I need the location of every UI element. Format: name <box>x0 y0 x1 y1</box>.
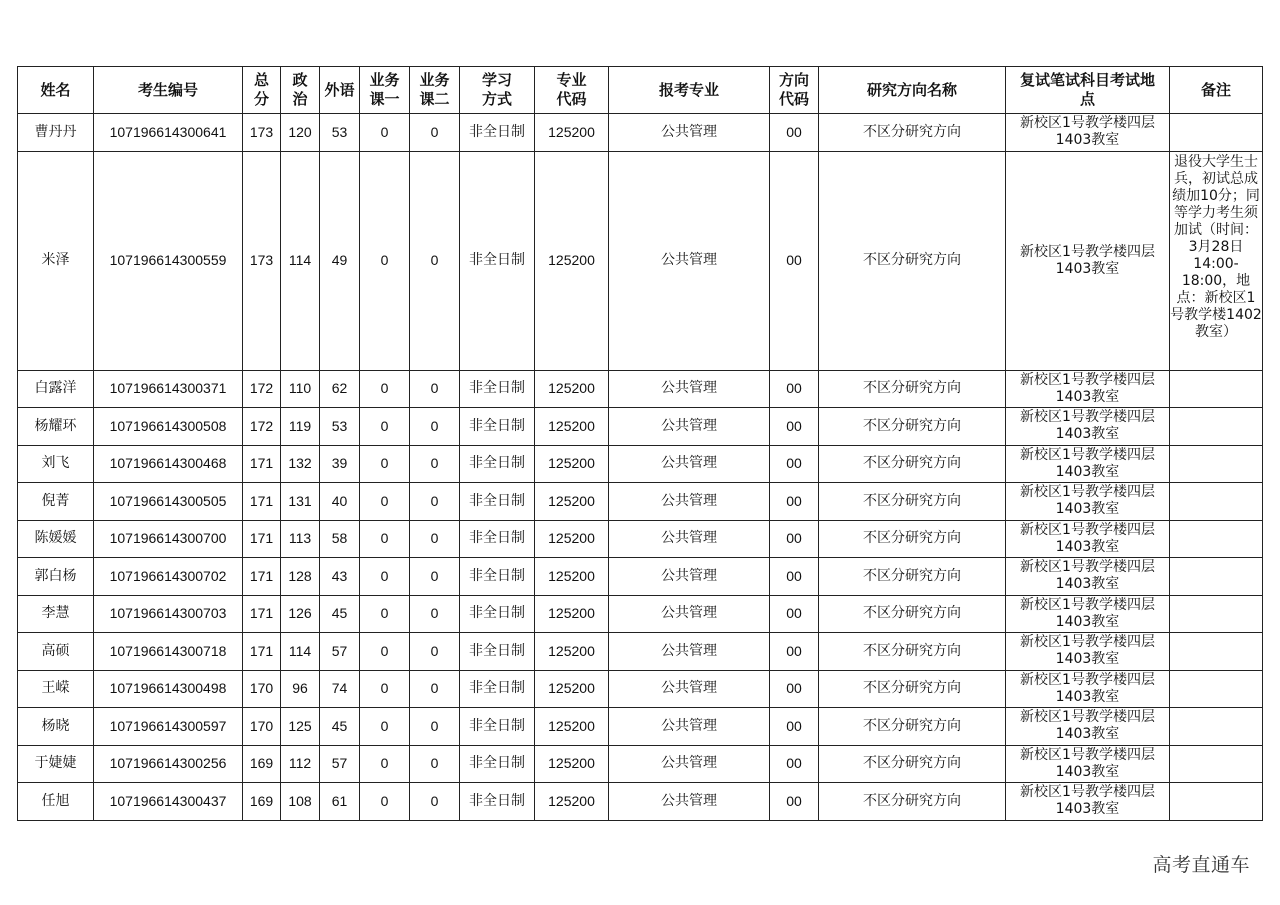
cell-major: 公共管理 <box>609 408 770 446</box>
cell-politics: 113 <box>281 520 320 558</box>
cell-course2: 0 <box>410 783 460 821</box>
cell-total: 171 <box>243 520 281 558</box>
cell-name: 王嵘 <box>18 670 94 708</box>
cell-politics: 114 <box>281 151 320 370</box>
cell-course2: 0 <box>410 370 460 408</box>
cell-study-mode: 非全日制 <box>460 151 535 370</box>
cell-direction: 不区分研究方向 <box>819 633 1006 671</box>
cell-course1: 0 <box>360 151 410 370</box>
cell-language: 74 <box>320 670 360 708</box>
cell-exam-location <box>1006 151 1170 370</box>
cell-id: 107196614300559 <box>94 151 243 370</box>
cell-study-mode: 非全日制 <box>460 408 535 446</box>
location-line: 1403教室 <box>1055 260 1120 277</box>
note-text <box>1170 538 1262 540</box>
cell-major-code: 125200 <box>535 483 609 521</box>
location-line: 1403教室 <box>1055 426 1120 443</box>
cell-study-mode: 非全日制 <box>460 783 535 821</box>
cell-note <box>1170 595 1263 633</box>
note-text <box>1170 763 1262 765</box>
cell-direction-code: 00 <box>770 745 819 783</box>
table-row <box>18 670 1263 708</box>
note-text <box>1170 500 1262 502</box>
cell-major-code: 125200 <box>535 114 609 152</box>
cell-major-code: 125200 <box>535 595 609 633</box>
note-text <box>1170 725 1262 727</box>
header-course2: 业务 课二 <box>410 67 460 114</box>
cell-course1: 0 <box>360 558 410 596</box>
cell-exam-location <box>1006 483 1170 521</box>
cell-direction-code: 00 <box>770 445 819 483</box>
location-line: 1403教室 <box>1055 501 1120 518</box>
note-text <box>1170 425 1262 427</box>
cell-direction-code: 00 <box>770 633 819 671</box>
watermark: 高考直通车 <box>1152 854 1250 876</box>
header-id: 考生编号 <box>94 67 243 114</box>
cell-name: 杨耀环 <box>18 408 94 446</box>
cell-politics: 128 <box>281 558 320 596</box>
cell-politics: 112 <box>281 745 320 783</box>
cell-note <box>1170 633 1263 671</box>
cell-course1: 0 <box>360 483 410 521</box>
header-study-mode: 学习 方式 <box>460 67 535 114</box>
admission-list-table <box>17 66 1263 821</box>
cell-exam-location <box>1006 708 1170 746</box>
cell-exam-location <box>1006 745 1170 783</box>
note-text: 退役大学生士兵，初试总成绩加10分；同等学力考生须加试（时间：3月28日14:00-18:00，地点：新校区1号教学楼1402教室） <box>1170 153 1262 340</box>
note-text <box>1170 388 1262 390</box>
table-row <box>18 151 1263 370</box>
cell-course1: 0 <box>360 114 410 152</box>
cell-total: 171 <box>243 558 281 596</box>
cell-language: 57 <box>320 633 360 671</box>
cell-language: 61 <box>320 783 360 821</box>
note-text <box>1170 575 1262 577</box>
cell-course1: 0 <box>360 370 410 408</box>
cell-id: 107196614300437 <box>94 783 243 821</box>
cell-course1: 0 <box>360 595 410 633</box>
cell-major-code: 125200 <box>535 408 609 446</box>
cell-name: 刘飞 <box>18 445 94 483</box>
cell-major-code: 125200 <box>535 708 609 746</box>
cell-id: 107196614300597 <box>94 708 243 746</box>
cell-exam-location <box>1006 595 1170 633</box>
location-line: 新校区1号教学楼四层 <box>1020 746 1155 763</box>
cell-note <box>1170 151 1263 370</box>
header-direction-code: 方向 代码 <box>770 67 819 114</box>
cell-name: 于婕婕 <box>18 745 94 783</box>
cell-name: 高硕 <box>18 633 94 671</box>
table-row <box>18 708 1263 746</box>
header-exam-location: 复试笔试科目考试地 点 <box>1006 67 1170 114</box>
cell-note <box>1170 670 1263 708</box>
cell-id: 107196614300703 <box>94 595 243 633</box>
cell-total: 171 <box>243 595 281 633</box>
cell-study-mode: 非全日制 <box>460 445 535 483</box>
location-line: 1403教室 <box>1055 763 1120 780</box>
location-line: 新校区1号教学楼四层 <box>1020 784 1155 801</box>
cell-direction-code: 00 <box>770 483 819 521</box>
cell-id: 107196614300468 <box>94 445 243 483</box>
cell-politics: 125 <box>281 708 320 746</box>
cell-course2: 0 <box>410 408 460 446</box>
location-line: 新校区1号教学楼四层 <box>1020 521 1155 538</box>
cell-name: 曹丹丹 <box>18 114 94 152</box>
cell-note <box>1170 558 1263 596</box>
cell-major-code: 125200 <box>535 558 609 596</box>
table-row <box>18 520 1263 558</box>
header-major-code: 专业 代码 <box>535 67 609 114</box>
table-row <box>18 783 1263 821</box>
cell-course1: 0 <box>360 408 410 446</box>
cell-id: 107196614300700 <box>94 520 243 558</box>
cell-language: 39 <box>320 445 360 483</box>
note-text <box>1170 688 1262 690</box>
cell-total: 171 <box>243 445 281 483</box>
cell-direction-code: 00 <box>770 558 819 596</box>
cell-course1: 0 <box>360 520 410 558</box>
cell-course2: 0 <box>410 670 460 708</box>
location-line: 1403教室 <box>1055 726 1120 743</box>
cell-course1: 0 <box>360 783 410 821</box>
location-line: 新校区1号教学楼四层 <box>1020 115 1155 132</box>
cell-politics: 96 <box>281 670 320 708</box>
cell-direction: 不区分研究方向 <box>819 370 1006 408</box>
location-line: 1403教室 <box>1055 463 1120 480</box>
location-line: 1403教室 <box>1055 538 1120 555</box>
table-row <box>18 370 1263 408</box>
cell-study-mode: 非全日制 <box>460 114 535 152</box>
cell-major: 公共管理 <box>609 595 770 633</box>
cell-exam-location <box>1006 114 1170 152</box>
cell-major-code: 125200 <box>535 520 609 558</box>
cell-study-mode: 非全日制 <box>460 633 535 671</box>
location-line: 新校区1号教学楼四层 <box>1020 484 1155 501</box>
cell-exam-location <box>1006 408 1170 446</box>
table-row <box>18 445 1263 483</box>
cell-course2: 0 <box>410 558 460 596</box>
location-line: 新校区1号教学楼四层 <box>1020 409 1155 426</box>
note-text <box>1170 131 1262 133</box>
cell-course2: 0 <box>410 633 460 671</box>
table-row <box>18 483 1263 521</box>
note-text <box>1170 800 1262 802</box>
cell-politics: 110 <box>281 370 320 408</box>
cell-direction: 不区分研究方向 <box>819 483 1006 521</box>
cell-note <box>1170 114 1263 152</box>
location-line: 新校区1号教学楼四层 <box>1020 634 1155 651</box>
location-line: 1403教室 <box>1055 613 1120 630</box>
cell-course2: 0 <box>410 445 460 483</box>
cell-note <box>1170 370 1263 408</box>
cell-language: 45 <box>320 595 360 633</box>
cell-language: 62 <box>320 370 360 408</box>
cell-exam-location <box>1006 370 1170 408</box>
cell-major: 公共管理 <box>609 370 770 408</box>
cell-direction-code: 00 <box>770 670 819 708</box>
cell-direction-code: 00 <box>770 783 819 821</box>
cell-direction: 不区分研究方向 <box>819 595 1006 633</box>
cell-direction-code: 00 <box>770 151 819 370</box>
cell-total: 169 <box>243 783 281 821</box>
cell-id: 107196614300505 <box>94 483 243 521</box>
cell-total: 173 <box>243 151 281 370</box>
cell-exam-location <box>1006 445 1170 483</box>
cell-major: 公共管理 <box>609 114 770 152</box>
cell-total: 170 <box>243 708 281 746</box>
table-row <box>18 633 1263 671</box>
cell-major-code: 125200 <box>535 670 609 708</box>
cell-id: 107196614300371 <box>94 370 243 408</box>
header-politics: 政 治 <box>281 67 320 114</box>
cell-language: 53 <box>320 114 360 152</box>
note-text <box>1170 650 1262 652</box>
cell-total: 171 <box>243 633 281 671</box>
cell-id: 107196614300718 <box>94 633 243 671</box>
cell-politics: 119 <box>281 408 320 446</box>
cell-direction-code: 00 <box>770 595 819 633</box>
cell-language: 45 <box>320 708 360 746</box>
cell-direction: 不区分研究方向 <box>819 445 1006 483</box>
cell-language: 43 <box>320 558 360 596</box>
location-line: 1403教室 <box>1055 388 1120 405</box>
header-course1: 业务 课一 <box>360 67 410 114</box>
cell-course1: 0 <box>360 670 410 708</box>
location-line: 新校区1号教学楼四层 <box>1020 446 1155 463</box>
cell-study-mode: 非全日制 <box>460 520 535 558</box>
cell-course2: 0 <box>410 520 460 558</box>
cell-major: 公共管理 <box>609 151 770 370</box>
location-line: 1403教室 <box>1055 132 1120 149</box>
location-line: 新校区1号教学楼四层 <box>1020 559 1155 576</box>
cell-id: 107196614300641 <box>94 114 243 152</box>
table-row <box>18 114 1263 152</box>
cell-major-code: 125200 <box>535 783 609 821</box>
cell-total: 173 <box>243 114 281 152</box>
cell-major: 公共管理 <box>609 670 770 708</box>
cell-language: 58 <box>320 520 360 558</box>
cell-major: 公共管理 <box>609 483 770 521</box>
table-row <box>18 595 1263 633</box>
location-line: 1403教室 <box>1055 688 1120 705</box>
cell-name: 米泽 <box>18 151 94 370</box>
cell-politics: 108 <box>281 783 320 821</box>
cell-name: 李慧 <box>18 595 94 633</box>
cell-direction: 不区分研究方向 <box>819 783 1006 821</box>
cell-course2: 0 <box>410 483 460 521</box>
header-note: 备注 <box>1170 67 1263 114</box>
cell-total: 172 <box>243 408 281 446</box>
cell-note <box>1170 745 1263 783</box>
table-row <box>18 745 1263 783</box>
cell-id: 107196614300508 <box>94 408 243 446</box>
cell-major: 公共管理 <box>609 558 770 596</box>
cell-name: 陈媛媛 <box>18 520 94 558</box>
cell-course2: 0 <box>410 708 460 746</box>
location-line: 1403教室 <box>1055 651 1120 668</box>
location-line: 1403教室 <box>1055 576 1120 593</box>
cell-exam-location <box>1006 558 1170 596</box>
cell-politics: 120 <box>281 114 320 152</box>
location-line: 新校区1号教学楼四层 <box>1020 243 1155 260</box>
cell-major-code: 125200 <box>535 745 609 783</box>
cell-course2: 0 <box>410 595 460 633</box>
cell-name: 杨晓 <box>18 708 94 746</box>
cell-exam-location <box>1006 670 1170 708</box>
header-row <box>18 67 1263 114</box>
cell-direction-code: 00 <box>770 708 819 746</box>
cell-id: 107196614300256 <box>94 745 243 783</box>
cell-major: 公共管理 <box>609 633 770 671</box>
cell-study-mode: 非全日制 <box>460 558 535 596</box>
location-line: 新校区1号教学楼四层 <box>1020 371 1155 388</box>
cell-study-mode: 非全日制 <box>460 483 535 521</box>
cell-name: 任旭 <box>18 783 94 821</box>
location-line: 新校区1号教学楼四层 <box>1020 596 1155 613</box>
header-total: 总 分 <box>243 67 281 114</box>
cell-name: 倪菁 <box>18 483 94 521</box>
cell-language: 49 <box>320 151 360 370</box>
cell-exam-location <box>1006 520 1170 558</box>
note-text <box>1170 463 1262 465</box>
cell-total: 171 <box>243 483 281 521</box>
cell-total: 170 <box>243 670 281 708</box>
cell-direction: 不区分研究方向 <box>819 520 1006 558</box>
cell-politics: 114 <box>281 633 320 671</box>
cell-politics: 126 <box>281 595 320 633</box>
header-major: 报考专业 <box>609 67 770 114</box>
cell-note <box>1170 783 1263 821</box>
cell-direction: 不区分研究方向 <box>819 708 1006 746</box>
cell-study-mode: 非全日制 <box>460 595 535 633</box>
cell-exam-location <box>1006 783 1170 821</box>
cell-total: 169 <box>243 745 281 783</box>
cell-major: 公共管理 <box>609 783 770 821</box>
cell-note <box>1170 483 1263 521</box>
cell-name: 白露洋 <box>18 370 94 408</box>
cell-direction-code: 00 <box>770 520 819 558</box>
location-line: 新校区1号教学楼四层 <box>1020 709 1155 726</box>
cell-course1: 0 <box>360 445 410 483</box>
cell-politics: 132 <box>281 445 320 483</box>
cell-major-code: 125200 <box>535 445 609 483</box>
cell-major-code: 125200 <box>535 370 609 408</box>
cell-major-code: 125200 <box>535 151 609 370</box>
cell-major: 公共管理 <box>609 745 770 783</box>
cell-politics: 131 <box>281 483 320 521</box>
cell-direction: 不区分研究方向 <box>819 670 1006 708</box>
cell-note <box>1170 445 1263 483</box>
cell-note <box>1170 408 1263 446</box>
cell-major: 公共管理 <box>609 708 770 746</box>
cell-direction-code: 00 <box>770 370 819 408</box>
cell-exam-location <box>1006 633 1170 671</box>
cell-id: 107196614300702 <box>94 558 243 596</box>
cell-major: 公共管理 <box>609 445 770 483</box>
location-line: 1403教室 <box>1055 801 1120 818</box>
cell-name: 郭白杨 <box>18 558 94 596</box>
cell-id: 107196614300498 <box>94 670 243 708</box>
header-direction-name: 研究方向名称 <box>819 67 1006 114</box>
cell-direction: 不区分研究方向 <box>819 558 1006 596</box>
cell-major-code: 125200 <box>535 633 609 671</box>
cell-study-mode: 非全日制 <box>460 370 535 408</box>
cell-direction: 不区分研究方向 <box>819 114 1006 152</box>
cell-course2: 0 <box>410 151 460 370</box>
cell-course1: 0 <box>360 708 410 746</box>
location-line: 新校区1号教学楼四层 <box>1020 671 1155 688</box>
cell-direction: 不区分研究方向 <box>819 745 1006 783</box>
cell-language: 40 <box>320 483 360 521</box>
cell-direction-code: 00 <box>770 114 819 152</box>
header-name: 姓名 <box>18 67 94 114</box>
table-row <box>18 408 1263 446</box>
cell-direction-code: 00 <box>770 408 819 446</box>
cell-study-mode: 非全日制 <box>460 745 535 783</box>
cell-direction: 不区分研究方向 <box>819 151 1006 370</box>
cell-direction: 不区分研究方向 <box>819 408 1006 446</box>
cell-language: 57 <box>320 745 360 783</box>
header-language: 外语 <box>320 67 360 114</box>
cell-note <box>1170 708 1263 746</box>
cell-course1: 0 <box>360 633 410 671</box>
cell-study-mode: 非全日制 <box>460 708 535 746</box>
cell-language: 53 <box>320 408 360 446</box>
cell-course2: 0 <box>410 114 460 152</box>
cell-course2: 0 <box>410 745 460 783</box>
cell-major: 公共管理 <box>609 520 770 558</box>
cell-study-mode: 非全日制 <box>460 670 535 708</box>
cell-total: 172 <box>243 370 281 408</box>
cell-note <box>1170 520 1263 558</box>
note-text <box>1170 613 1262 615</box>
cell-course1: 0 <box>360 745 410 783</box>
table-row <box>18 558 1263 596</box>
